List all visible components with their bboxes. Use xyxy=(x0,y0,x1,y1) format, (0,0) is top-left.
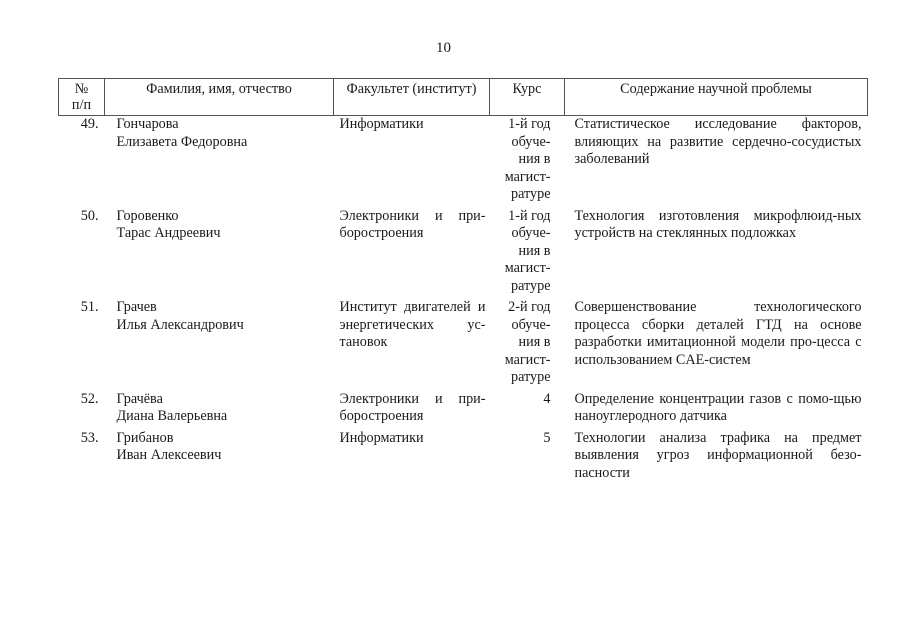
row-name: Гончарова Елизавета Федоровна xyxy=(116,116,248,150)
row-course: 2-й год обуче- ния в магист- ратуре xyxy=(504,299,551,385)
header-name: Фамилия, имя, отчество xyxy=(105,79,334,116)
row-faculty: Информатики xyxy=(339,116,424,132)
table-row xyxy=(59,430,868,483)
table-row xyxy=(59,116,868,208)
row-name: Грачев Илья Александрович xyxy=(116,299,244,333)
page-number: 10 xyxy=(436,40,451,56)
row-faculty: Институт двигателей и энергетических ус-тановок xyxy=(339,299,486,350)
students-table xyxy=(58,78,868,482)
row-topic: Технологии анализа трафика на предмет выявления угроз информационной безо-пасности xyxy=(574,429,862,481)
row-num: 49. xyxy=(80,116,99,132)
row-name: Грачёва Диана Валерьевна xyxy=(116,390,228,424)
row-faculty: Информатики xyxy=(339,429,424,446)
row-topic: Совершенствование технологического процесса сборки деталей ГТД на основе разработки имитационной модели про-цесса с использованием CAE-систем xyxy=(574,299,862,368)
row-faculty: Электроники и при-боростроения xyxy=(339,207,486,241)
header-num: № п/п xyxy=(59,79,105,116)
row-course: 1-й год обуче- ния в магист- ратуре xyxy=(504,116,551,202)
row-num: 52. xyxy=(80,390,99,407)
row-course: 4 xyxy=(543,390,551,407)
table-row xyxy=(59,391,868,430)
row-num: 51. xyxy=(80,299,99,315)
row-course: 1-й год обуче- ния в магист- ратуре xyxy=(504,207,551,294)
header-course: Курс xyxy=(490,79,565,116)
table-row xyxy=(59,208,868,300)
row-faculty: Электроники и при-боростроения xyxy=(339,390,486,424)
header-faculty: Факультет (институт) xyxy=(334,79,490,116)
table-header-row xyxy=(59,79,868,116)
row-course: 5 xyxy=(543,429,551,446)
table-row xyxy=(59,299,868,391)
header-topic: Содержание научной проблемы xyxy=(565,79,868,116)
row-name: Грибанов Иван Алексеевич xyxy=(116,429,222,463)
row-num: 50. xyxy=(80,207,99,224)
row-num: 53. xyxy=(80,429,99,446)
row-topic: Статистическое исследование факторов, влияющих на развитие сердечно-сосудистых заболеваний xyxy=(574,116,862,167)
row-name: Горовенко Тарас Андреевич xyxy=(116,207,221,241)
row-topic: Технология изготовления микрофлюид-ных устройств на стеклянных подложках xyxy=(574,207,862,241)
row-topic: Определение концентрации газов с помо-щью наноуглеродного датчика xyxy=(574,390,862,424)
